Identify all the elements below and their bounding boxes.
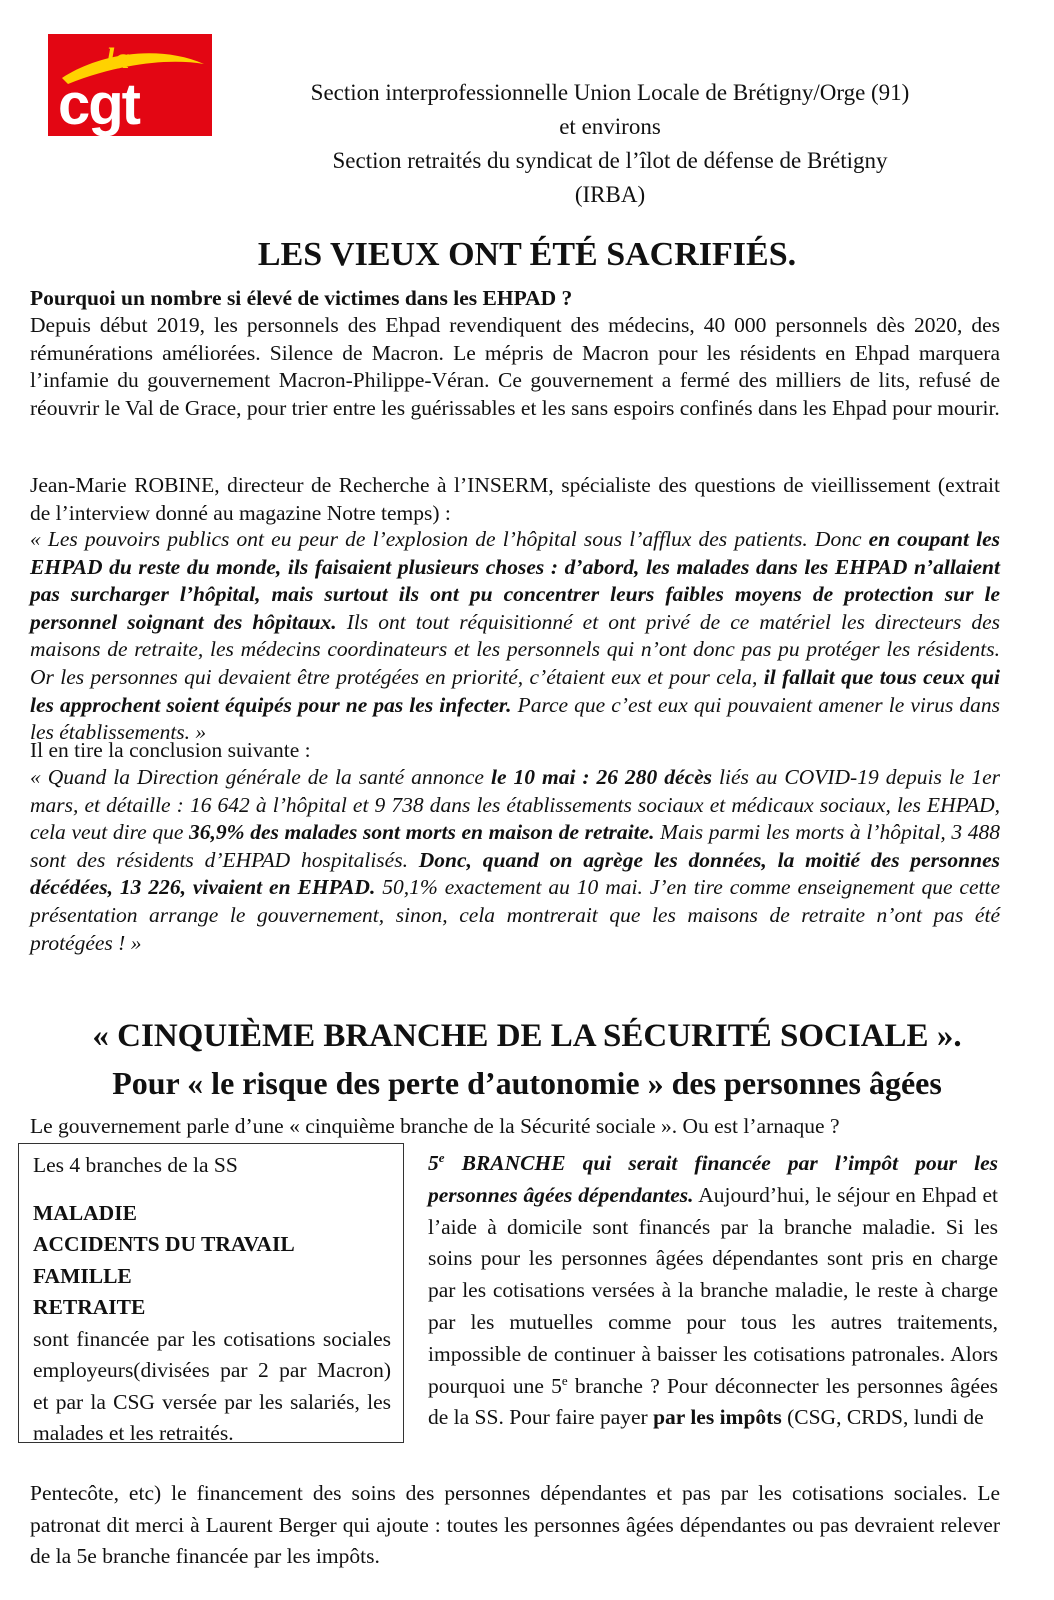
col-em-num: 5 xyxy=(428,1151,439,1175)
section-subtitle-autonomy: Pour « le risque des perte d’autonomie » des personnes âgées xyxy=(112,1065,942,1101)
header-block xyxy=(240,76,980,212)
box-title: Les 4 branches de la SS xyxy=(33,1153,238,1177)
intro-paragraph: Depuis début 2019, les personnels des Ehpad revendiquent des médecins, 40 000 personnels dès 2020, des rémunérations améliorées. Silence de Macron. Le mépris de Macron pour les résidents en Ehpad marquera l’infamie du gouvernement Macron-Philippe-Véran. Ce gouvernement a fermé des milliers de lits, refusé de réouvrir le Val de Grace, pour trier entre les guérissables et les sans espoirs confinés dans les Ehpad pour mourir. xyxy=(30,313,1000,420)
quote-paragraph-1 xyxy=(30,526,1000,747)
robine-paragraph: Jean-Marie ROBINE, directeur de Recherche à l’INSERM, spécialiste des questions de vieillissement (extrait de l’interview donné au magazine Notre temps) : xyxy=(30,473,1000,525)
quote2-bold-2: 36,9% des malades sont morts en maison de retraite. xyxy=(189,820,655,845)
header-line-1: Section interprofessionnelle Union Locale de Brétigny/Orge (91) xyxy=(310,80,910,105)
quote2-part-e: Mais parmi les morts à l’hôpital, 3 488 sont des résidents d’EHPAD hospitalisés. xyxy=(30,820,1001,872)
quote2-bold-1: le 10 mai : 26 280 décès xyxy=(490,765,713,789)
col-text-2: branche ? Pour déconnecter les personnes âgées de la SS. Pour faire payer xyxy=(428,1373,998,1430)
fifth-branch-column xyxy=(428,1148,998,1434)
box-spacer xyxy=(33,1182,391,1198)
cgt-logo xyxy=(48,34,212,136)
quote2-part-g: 50,1% exactement au 10 mai. J’en tire comme enseignement que cette présentation arrange le gouvernement, sinon, cela montrerait que les maisons de retraite n’ont pas été protégées ! » xyxy=(30,875,1000,955)
quote1-bold-1: en coupant les EHPAD du reste du monde, ils faisaient plusieurs choses : d’abord, les malades dans les EHPAD n’allaient pas surcharger l’hôpital, mais surtout ils ont pu concentrer leurs faibles moyens de protection sur le personnel soignant des hôpitaux. xyxy=(30,527,1000,634)
col-em-sup: e xyxy=(438,1149,445,1165)
header-line-2: et environs xyxy=(559,114,661,139)
four-branches-box xyxy=(18,1143,404,1443)
col-text-3: (CSG, CRDS, lundi de xyxy=(781,1405,984,1430)
logo-la-text: la xyxy=(106,42,130,75)
box-item-accidents: ACCIDENTS DU TRAVAIL xyxy=(33,1232,295,1256)
quote2-part-a: « Quand la Direction générale de la santé annonce xyxy=(30,765,491,789)
conclusion-line: Il en tire la conclusion suivante : xyxy=(30,738,311,762)
col-em-text: BRANCHE qui serait financée par l’impôt pour les personnes âgées dépendantes. xyxy=(428,1151,998,1207)
col-text-2-bold: par les impôts xyxy=(653,1405,782,1430)
quote1-part-e: Parce que c’est eux qui pouvaient amener le virus dans les établissements. » xyxy=(30,692,1000,745)
box-item-retraite: RETRAITE xyxy=(33,1295,146,1319)
box-text: sont financée par les cotisations sociales employeurs(divisées par 2 par Macron) et par la CSG versée par les salariés, les malades et les retraités. xyxy=(33,1326,391,1445)
col-text-1: Aujourd’hui, le séjour en Ehpad et l’aide à domicile sont financés par la branche maladie. Si les soins pour les personnes âgées dépendantes sont pris en charge par les cotisations versées à la branche maladie, le reste à charge par les mutuelles comme pour tous les autres traitements, impossible de continuer à baisser les cotisations patronales. Alors pourquoi une 5 xyxy=(428,1182,999,1398)
main-title: LES VIEUX ONT ÉTÉ SACRIFIÉS. xyxy=(257,236,797,273)
quote1-part-a: « Les pouvoirs publics ont eu peur de l’explosion de l’hôpital sous l’afflux des patients. Donc xyxy=(30,527,869,551)
quote-paragraph-2 xyxy=(30,764,1000,957)
question-heading: Pourquoi un nombre si élevé de victimes dans les EHPAD ? xyxy=(30,286,573,310)
header-line-4: (IRBA) xyxy=(574,182,646,207)
cgt-logo-art xyxy=(48,34,212,136)
quote2-part-c: liés au COVID-19 depuis le 1er mars, et détaille : 16 642 à l’hôpital et 9 738 dans les établissements sociaux et médicaux sociaux, les EHPAD, cela veut dire que xyxy=(30,765,1000,845)
quote1-bold-2: il fallait que tous ceux qui les approchent soient équipés pour ne pas les infecter. xyxy=(30,664,1000,717)
fifth-branch-intro: Le gouvernement parle d’une « cinquième branche de la Sécurité sociale ». Ou est l’arnaque ? xyxy=(30,1114,840,1138)
box-item-maladie: MALADIE xyxy=(33,1200,137,1225)
closing-paragraph: Pentecôte, etc) le financement des soins des personnes dépendantes et pas par les cotisations sociales. Le patronat dit merci à Laurent Berger qui ajoute : toutes les personnes âgées dépendantes ou pas devraient relever de la 5e branche financée par les impôts. xyxy=(30,1481,1000,1568)
quote2-bold-3: Donc, quand on agrège les données, la moitié des personnes décédées, 13 226, vivaient en EHPAD. xyxy=(30,847,1000,900)
box-item-famille: FAMILLE xyxy=(33,1263,132,1288)
logo-cgt-text: cgt xyxy=(58,72,139,136)
col-text-1-sup: e xyxy=(561,1372,568,1388)
quote1-part-c: Ils ont tout réquisitionné et ont privé de ce matériel les directeurs des maisons de retraite, les médecins coordinateurs et les personnels qui n’ont donc pas pu protéger les résidents. Or les personnes qui devaient être protégées en priorité, c’étaient eux et pour cela, xyxy=(30,609,1000,689)
header-line-3: Section retraités du syndicat de l’îlot de défense de Brétigny xyxy=(332,148,888,173)
section-title-fifth-branch: « CINQUIÈME BRANCHE DE LA SÉCURITÉ SOCIALE ». xyxy=(92,1018,962,1054)
